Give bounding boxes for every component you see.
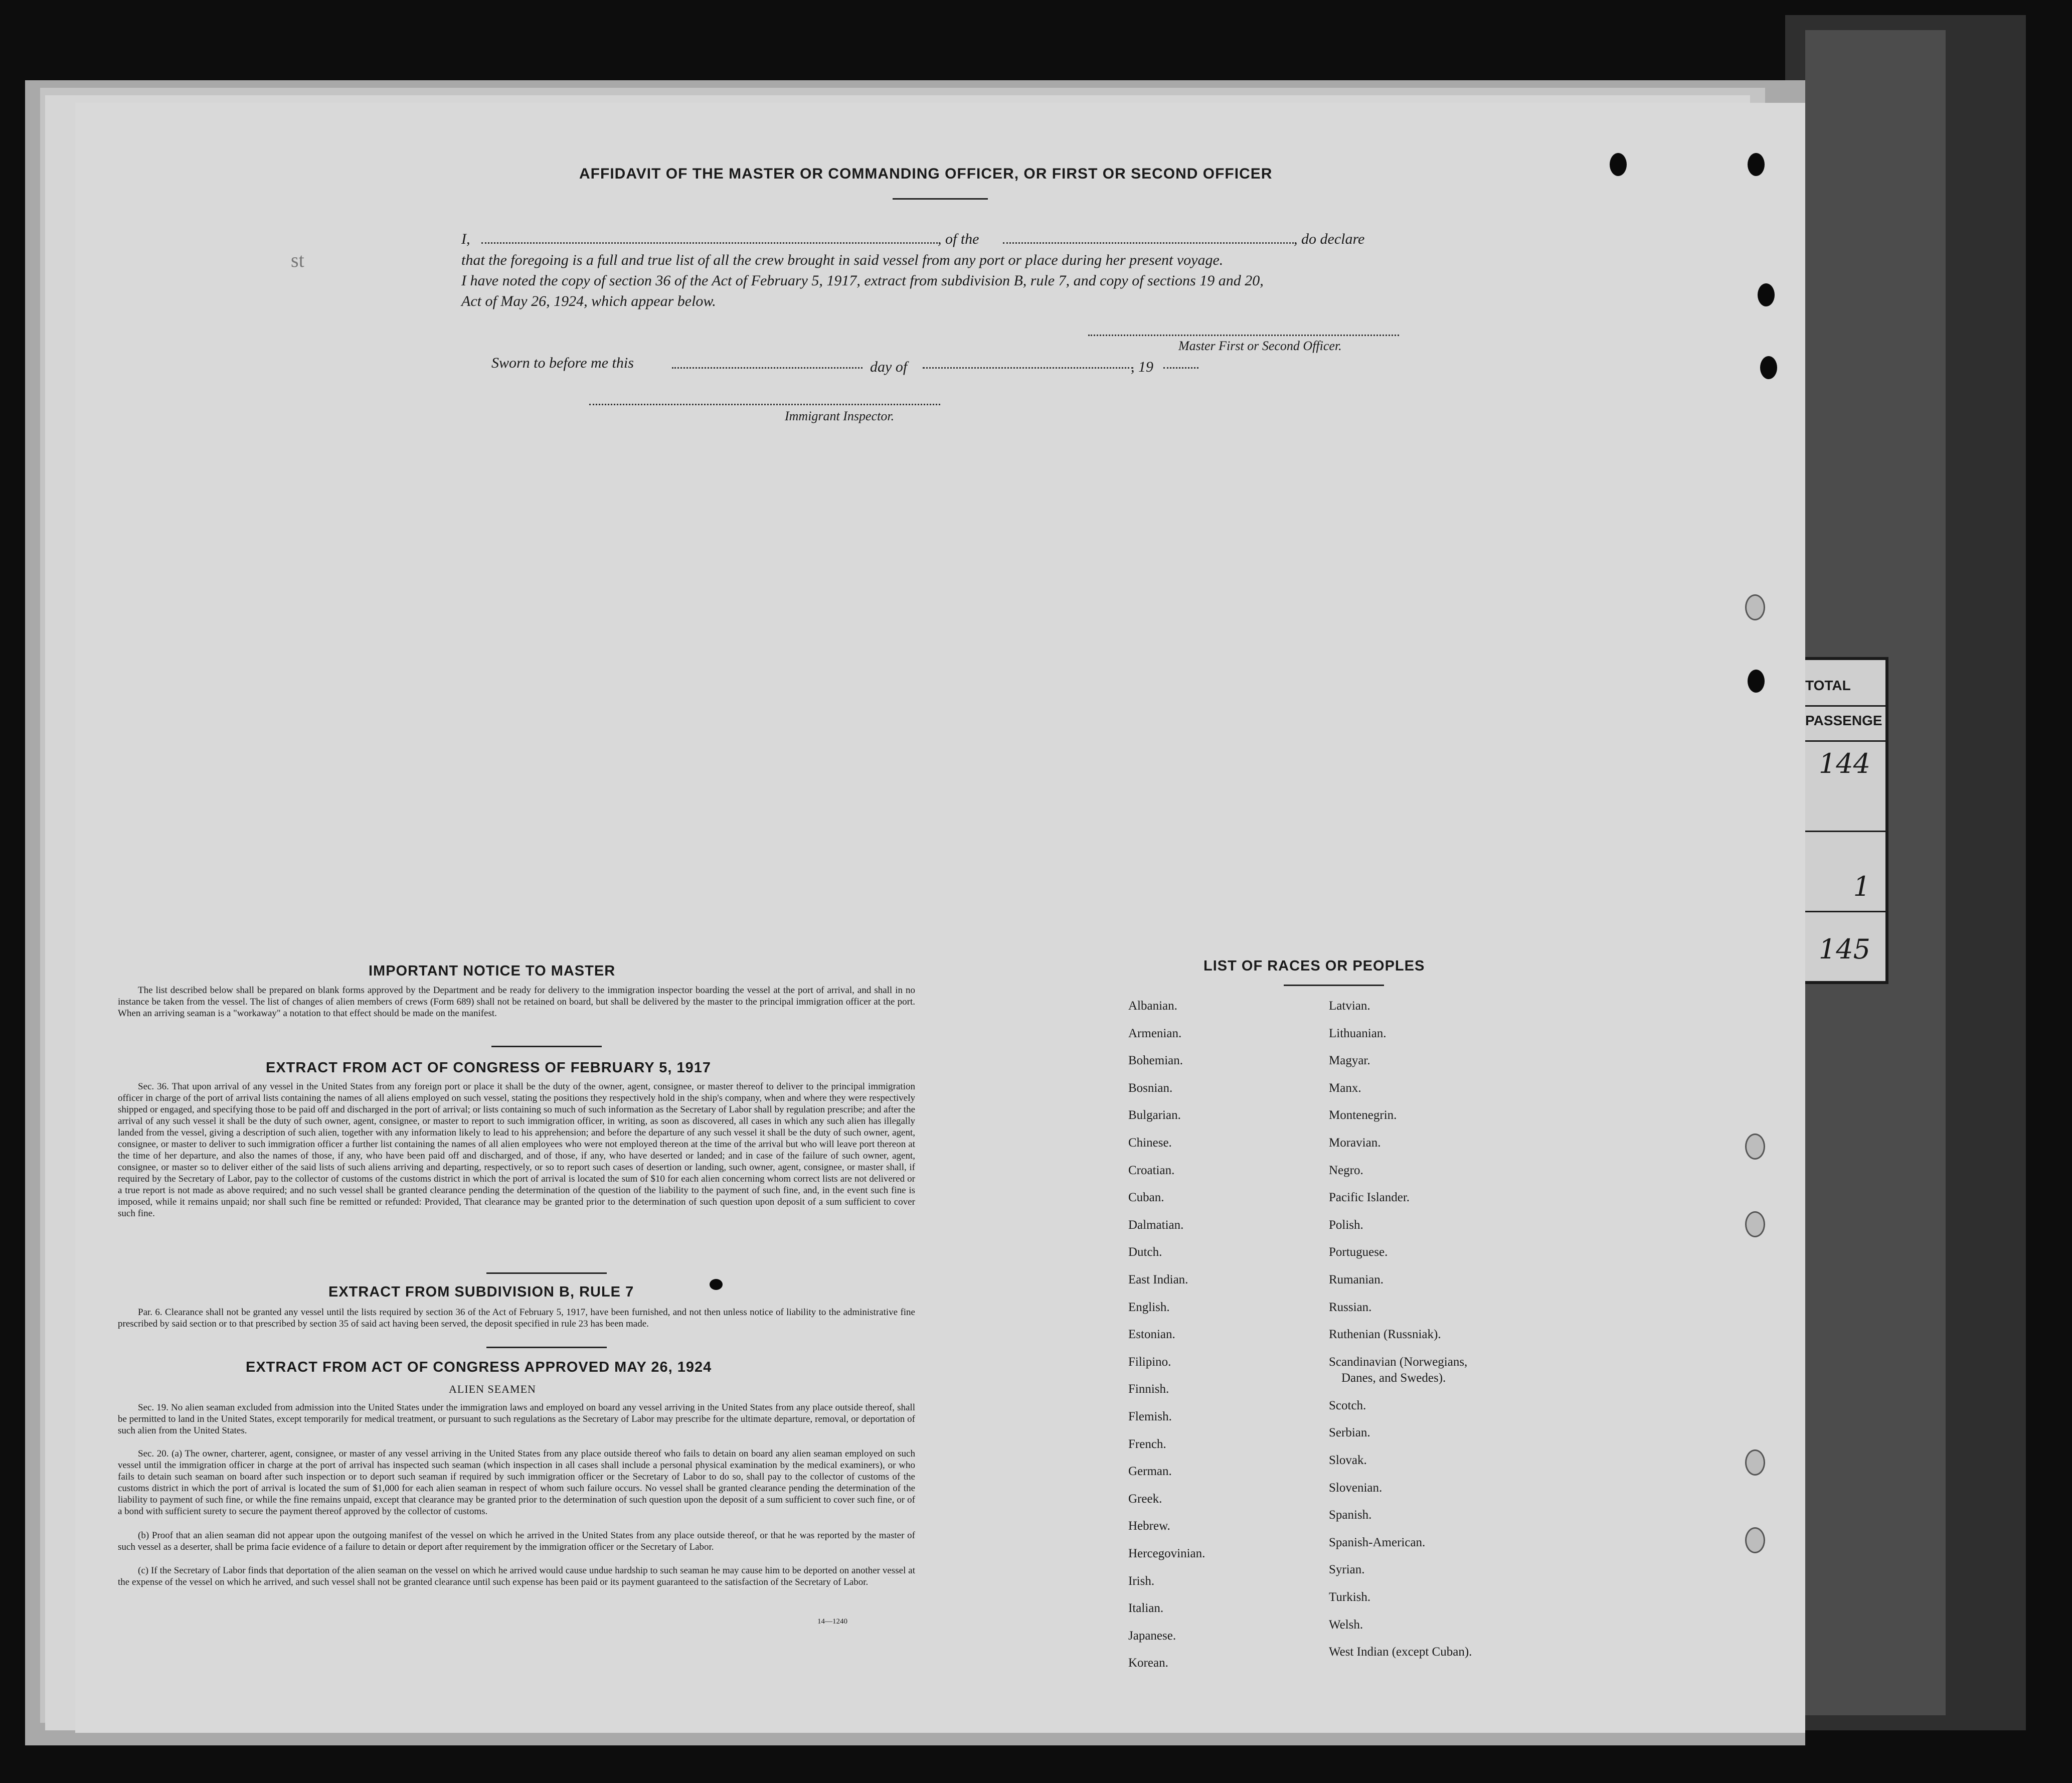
- extract-rule7-title: EXTRACT FROM SUBDIVISION B, RULE 7: [328, 1284, 634, 1300]
- race-item: Polish.: [1329, 1218, 1363, 1232]
- sworn-year: , 19: [1131, 359, 1153, 375]
- name-blank[interactable]: [481, 242, 938, 244]
- binder-hole-icon: [1745, 1133, 1765, 1160]
- extract-1924-title: EXTRACT FROM ACT OF CONGRESS APPROVED MAY 26, 1924: [246, 1359, 712, 1375]
- race-item: Bohemian.: [1128, 1054, 1183, 1067]
- race-item: Ruthenian (Russniak).: [1329, 1328, 1441, 1341]
- extract-1917-body: Sec. 36. That upon arrival of any vessel in the United States from any foreign port or place it shall be the duty of the owner, agent, consignee, or master thereof to deliver to the principal immigration officer in charge of the port of arrival lists containing the names of all aliens employed on such vessel, stating the positions they respectively hold in the ship's company, when and where they were respectively shipped or engaged, and specifying those to be paid off and discharged in the port of arrival; or lists containing so much of such information as the Secretary of Labor shall by regulation prescribe; and after the arrival of any such vessel it shall be the duty of such owner, agent, consignee, or master to report to such immigration officer, in writing, as soon as discovered, all cases in which any such alien has illegally landed from the vessel, giving a description of such alien, together with any information likely to lead to his apprehension; and before the departure of any such vessel it shall be the duty of such owner, agent, consignee, or master to deliver to such immigration officer a further list containing the names of all alien employees who were not employed thereon at the time of the arrival but who will leave port thereon at the time of her departure, and also the names of those, if any, who have been paid off and discharged, and of those, if any, who have deserted or landed; and in case of the failure of such owner, agent, consignee, or master so to deliver either of the said lists of such aliens arriving and departing, respectively, or so to report such cases of desertion or landing, such owner, agent, consignee, or master shall, if required by the Secretary of Labor, pay to the collector of customs of the customs district in which the port of arrival is located the sum of $10 for each alien concerning whom correct lists are not delivered or a true report is not made as above required; and no such vessel shall be granted clearance pending the determination of the question of the liability to the payment of such fine, and, in the event such fine is imposed, while it remains unpaid; nor shall such fine be remitted or refunded: Provided, That clearance may be granted prior to the determination of such question upon deposit of a sum sufficient to cover such fine.: [118, 1081, 915, 1219]
- affidavit-do-declare: , do declare: [1294, 231, 1365, 247]
- form-number: 14—1240: [817, 1617, 847, 1626]
- race-item: Korean.: [1128, 1656, 1168, 1670]
- binder-hole-icon: [1748, 670, 1765, 693]
- races-title: LIST OF RACES OR PEOPLES: [1203, 958, 1425, 974]
- handwritten-total-2: 1: [1853, 871, 1870, 902]
- sworn-month-blank[interactable]: [923, 367, 1133, 369]
- binder-hole-icon: [1745, 594, 1765, 620]
- race-item: Danes, and Swedes).: [1341, 1371, 1446, 1385]
- race-item: Slovak.: [1329, 1453, 1367, 1467]
- affidavit-line-2: that the foregoing is a full and true list of all the crew brought in said vessel from any port or place during her present voyage.: [461, 252, 1224, 268]
- race-item: Dalmatian.: [1128, 1218, 1184, 1232]
- race-item: Lithuanian.: [1329, 1027, 1387, 1040]
- race-item: Japanese.: [1128, 1629, 1176, 1643]
- race-item: East Indian.: [1128, 1273, 1188, 1286]
- race-item: Albanian.: [1128, 999, 1177, 1013]
- affidavit-title: AFFIDAVIT OF THE MASTER OR COMMANDING OFFICER, OR FIRST OR SECOND OFFICER: [579, 166, 1273, 182]
- race-item: Filipino.: [1128, 1355, 1171, 1369]
- affidavit-line-4: Act of May 26, 1924, which appear below.: [461, 293, 716, 309]
- total-box-rule: [1795, 911, 1885, 912]
- affidavit-page: [75, 103, 1805, 1733]
- race-item: Italian.: [1128, 1601, 1164, 1615]
- ink-blot: [710, 1279, 723, 1290]
- race-item: Rumanian.: [1329, 1273, 1384, 1286]
- race-item: English.: [1128, 1301, 1170, 1314]
- inspector-signature-blank[interactable]: [589, 404, 940, 405]
- race-item: Spanish-American.: [1329, 1536, 1426, 1549]
- race-item: Turkish.: [1329, 1590, 1371, 1604]
- race-item: Slovenian.: [1329, 1481, 1383, 1495]
- total-box-rule: [1795, 831, 1885, 832]
- sworn-day-of: day of: [870, 359, 908, 375]
- master-caption: Master First or Second Officer.: [1178, 339, 1342, 353]
- sec20c-body: (c) If the Secretary of Labor finds that deportation of the alien seaman on the vessel on which he arrived would cause undue hardship to such seaman he may cause him to be deported on another vessel at the expense of the vessel on which he arrived, and such vessel shall not be granted clearance until such expense has been paid or its payment guaranteed to the satisfaction of the Secretary of Labor.: [118, 1565, 915, 1587]
- race-item: Greek.: [1128, 1492, 1162, 1506]
- handwritten-total-1: 144: [1818, 748, 1870, 779]
- race-item: Scotch.: [1329, 1399, 1366, 1412]
- sworn-prefix: Sworn to before me this: [491, 355, 634, 371]
- binder-hole-icon: [1745, 1449, 1765, 1476]
- binder-hole-icon: [1610, 153, 1627, 176]
- race-item: German.: [1128, 1465, 1172, 1478]
- races-rule: [1284, 985, 1384, 986]
- affidavit-of-the: , of the: [938, 231, 979, 247]
- race-item: West Indian (except Cuban).: [1329, 1645, 1472, 1659]
- binder-hole-icon: [1758, 283, 1775, 306]
- affidavit-i: I,: [461, 231, 470, 247]
- race-item: Portuguese.: [1329, 1245, 1388, 1259]
- affidavit-line-3: I have noted the copy of section 36 of the Act of February 5, 1917, extract from subdivision B, rule 7, and copy of sections 19 and 20,: [461, 272, 1264, 289]
- race-item: Moravian.: [1329, 1136, 1381, 1150]
- sec19-body: Sec. 19. No alien seaman excluded from admission into the United States under the immigration laws and employed on board any vessel arriving in the United States from any place outside thereof, shall be permitted to land in the United States, except temporarily for medical treatment, or pursuant to such regulations as the Secretary of Labor may prescribe for the ultimate departure, removal, or deportation of such alien from the United States.: [118, 1402, 915, 1436]
- race-item: Manx.: [1329, 1081, 1361, 1095]
- race-item: Hebrew.: [1128, 1519, 1170, 1533]
- sworn-date-blank[interactable]: [672, 367, 862, 369]
- race-item: Scandinavian (Norwegians,: [1329, 1355, 1468, 1369]
- race-item: Pacific Islander.: [1329, 1191, 1410, 1204]
- sworn-year-blank[interactable]: [1163, 367, 1198, 369]
- inspector-caption: Immigrant Inspector.: [785, 409, 895, 423]
- race-item: Armenian.: [1128, 1027, 1182, 1040]
- race-item: Russian.: [1329, 1301, 1372, 1314]
- binder-hole-icon: [1745, 1211, 1765, 1237]
- section-rule: [486, 1272, 607, 1274]
- race-item: Serbian.: [1329, 1426, 1370, 1439]
- race-item: Latvian.: [1329, 999, 1370, 1013]
- total-passengers-box: [1795, 657, 1888, 984]
- extract-rule7-body: Par. 6. Clearance shall not be granted any vessel until the lists required by section 36 of the Act of February 5, 1917, have been furnished, and not then unless notice of liability to the administrative fine prescribed by said section or to that prescribed by section 35 of said act having been served, the deposit specified in rule 23 has been made.: [118, 1307, 915, 1329]
- sec20a-body: Sec. 20. (a) The owner, charterer, agent, consignee, or master of any vessel arriving in the United States from any place outside thereof who fails to detain on board any alien seaman employed on such vessel until the immigration officer in charge at the port of arrival has inspected such seaman (which inspection in all cases shall include a personal physical examination by the medical examiners), or who fails to detain such seaman on board after such inspection or to deport such seaman if required by such immigration officer or the Secretary of Labor to do so, shall pay to the collector of customs of the customs district in which the port of arrival is located the sum of $1,000 for each alien seaman in respect of whom such failure occurs. No vessel shall be granted clearance pending the determination of the liability to payment of such fine, or while the fine remains unpaid, except that clearance may be granted prior to the determination of such question upon the deposit of a sum sufficient to cover such fine, or of a bond with sufficient surety to secure the payment thereof approved by the collector of customs.: [118, 1448, 915, 1517]
- race-item: Syrian.: [1329, 1563, 1365, 1576]
- race-item: Magyar.: [1329, 1054, 1370, 1067]
- race-item: Negro.: [1329, 1164, 1363, 1177]
- binder-hole-icon: [1760, 356, 1777, 379]
- extract-1917-title: EXTRACT FROM ACT OF CONGRESS OF FEBRUARY 5, 1917: [266, 1060, 712, 1076]
- total-box-rule: [1795, 740, 1885, 742]
- faint-handwritten-mark: st: [291, 249, 304, 271]
- notice-title: IMPORTANT NOTICE TO MASTER: [369, 963, 616, 979]
- race-item: Dutch.: [1128, 1245, 1162, 1259]
- race-item: Finnish.: [1128, 1382, 1169, 1396]
- handwritten-total-3: 145: [1818, 933, 1870, 965]
- section-rule: [486, 1347, 607, 1348]
- total-label: TOTAL: [1805, 678, 1851, 693]
- race-item: Cuban.: [1128, 1191, 1164, 1204]
- section-rule: [491, 1046, 602, 1047]
- race-item: Bosnian.: [1128, 1081, 1173, 1095]
- race-item: Irish.: [1128, 1574, 1155, 1588]
- alien-seamen-subtitle: ALIEN SEAMEN: [449, 1383, 536, 1395]
- binder-hole-icon: [1745, 1527, 1765, 1553]
- race-item: Welsh.: [1329, 1618, 1363, 1632]
- race-item: Croatian.: [1128, 1164, 1175, 1177]
- passengers-label: PASSENGE: [1805, 713, 1882, 728]
- race-item: Montenegrin.: [1329, 1108, 1397, 1122]
- sec20b-body: (b) Proof that an alien seaman did not appear upon the outgoing manifest of the vessel on which he arrived in the United States from any place outside thereof, or that he was reported by the master of such vessel as a deserter, shall be prima facie evidence of a failure to detain or deport after requirement by the immigration officer or the Secretary of Labor.: [118, 1530, 915, 1552]
- master-signature-blank[interactable]: [1088, 335, 1399, 336]
- race-item: Chinese.: [1128, 1136, 1172, 1150]
- total-box-rule: [1795, 705, 1885, 707]
- title-rule: [893, 198, 988, 200]
- race-item: Hercegovinian.: [1128, 1547, 1205, 1560]
- race-item: Flemish.: [1128, 1410, 1172, 1423]
- binder-hole-icon: [1748, 153, 1765, 176]
- race-item: Spanish.: [1329, 1508, 1372, 1522]
- race-item: Estonian.: [1128, 1328, 1175, 1341]
- race-item: Bulgarian.: [1128, 1108, 1181, 1122]
- race-item: French.: [1128, 1437, 1166, 1451]
- vessel-blank[interactable]: [1003, 242, 1294, 244]
- notice-body: The list described below shall be prepared on blank forms approved by the Department and be ready for delivery to the immigration inspector boarding the vessel at the port of arrival, and shall in no instance be taken from the vessel. The list of changes of alien members of crews (Form 689) shall not be retained on board, but shall be delivered by the master to the principal immigration officer at the port. When an arriving seaman is a "workaway" a notation to that effect should be made on the manifest.: [118, 985, 915, 1019]
